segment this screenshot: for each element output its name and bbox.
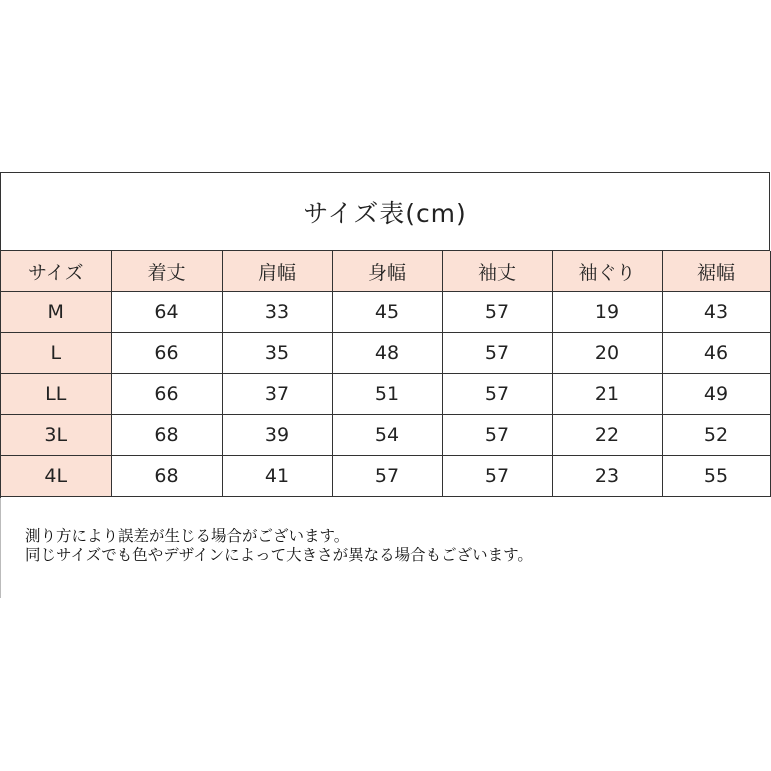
row-size-label: 4L: [1, 456, 111, 497]
table-row: [1, 374, 770, 415]
note-line: 同じサイズでも色やデザインによって大きさが異なる場合もございます。: [25, 546, 533, 564]
row-size-label: M: [1, 292, 111, 333]
table-row: [1, 415, 770, 456]
table-cell: 22: [552, 415, 662, 456]
table-cell: 55: [662, 456, 770, 497]
table-row: [1, 456, 770, 497]
table-cell: 45: [332, 292, 442, 333]
notes: [25, 527, 533, 565]
table-cell: 57: [442, 374, 552, 415]
header-sleeve-length: 袖丈: [442, 251, 552, 292]
table-cell: 23: [552, 456, 662, 497]
table-cell: 51: [332, 374, 442, 415]
table-row: [1, 333, 770, 374]
row-size-label: LL: [1, 374, 111, 415]
table-cell: 57: [442, 292, 552, 333]
header-shoulder: 肩幅: [222, 251, 332, 292]
table-cell: 21: [552, 374, 662, 415]
header-length: 着丈: [111, 251, 222, 292]
table-cell: 37: [222, 374, 332, 415]
header-hem: 裾幅: [662, 251, 770, 292]
table-cell: 43: [662, 292, 770, 333]
table-cell: 54: [332, 415, 442, 456]
size-table: [1, 251, 771, 497]
table-cell: 39: [222, 415, 332, 456]
row-size-label: L: [1, 333, 111, 374]
row-size-label: 3L: [1, 415, 111, 456]
table-cell: 57: [442, 456, 552, 497]
table-cell: 33: [222, 292, 332, 333]
note-line: 測り方により誤差が生じる場合がございます。: [25, 527, 350, 545]
table-header-row: [1, 251, 770, 292]
table-cell: 20: [552, 333, 662, 374]
header-size: サイズ: [1, 251, 111, 292]
table-cell: 46: [662, 333, 770, 374]
chart-title: サイズ表(cm): [1, 173, 770, 251]
left-divider: [0, 498, 1, 598]
table-cell: 49: [662, 374, 770, 415]
table-cell: 57: [442, 333, 552, 374]
table-cell: 41: [222, 456, 332, 497]
table-cell: 35: [222, 333, 332, 374]
table-cell: 66: [111, 374, 222, 415]
size-chart: [0, 172, 770, 498]
table-cell: 66: [111, 333, 222, 374]
table-cell: 48: [332, 333, 442, 374]
table-cell: 57: [442, 415, 552, 456]
table-cell: 57: [332, 456, 442, 497]
table-cell: 64: [111, 292, 222, 333]
table-cell: 68: [111, 415, 222, 456]
header-armhole: 袖ぐり: [552, 251, 662, 292]
table-cell: 19: [552, 292, 662, 333]
table-row: [1, 292, 770, 333]
header-chest: 身幅: [332, 251, 442, 292]
table-cell: 68: [111, 456, 222, 497]
table-cell: 52: [662, 415, 770, 456]
